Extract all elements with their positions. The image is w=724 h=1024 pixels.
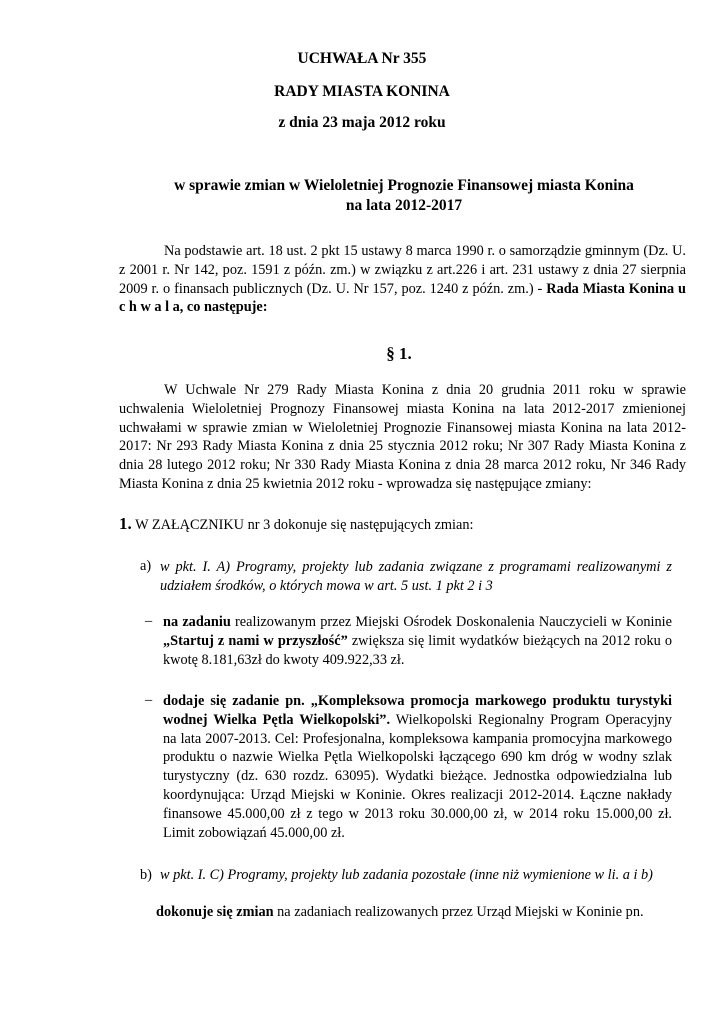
section-paragraph xyxy=(119,381,686,494)
bullet-1-text-1: realizowanym przez Miejski Ośrodek Doskonalenia Nauczycieli w Koninie xyxy=(230,614,672,630)
subject-line-1: w sprawie zmian w Wieloletniej Prognozie Finansowej miasta Konina xyxy=(174,177,634,194)
item-b-text: w pkt. I. C) Programy, projekty lub zadania pozostałe (inne niż wymienione w li. a i b) xyxy=(160,867,653,883)
section-text: W Uchwale Nr 279 Rady Miasta Konina z dnia 20 grudnia 2011 roku w sprawie uchwalenia Wieloletniej Prognozy Finansowej miasta Konina na lata 2012-2017 zmienionej uchwałami w sprawie zmian w Wieloletniej Prognozie Finansowej miasta Konina na lata 2012-2017: Nr 293 Rady Miasta Konina z dnia 25 stycznia 2012 roku; Nr 307 Rady Miasta Konina z dnia 28 lutego 2012 roku; Nr 330 Rady Miasta Konina z dnia 28 marca 2012 roku, Nr 346 Rady Miasta Konina z dnia 25 kwietnia 2012 roku - wprowadza się następujące zmiany: xyxy=(119,382,686,492)
closing-line xyxy=(156,904,644,921)
bullet-1-bold-1: na zadaniu xyxy=(163,614,231,630)
bullet-1-bold-2: „Startuj z nami w przyszłość” xyxy=(163,632,348,649)
preamble xyxy=(119,242,686,317)
point-1-text: W ZAŁĄCZNIKU nr 3 dokonuje się następujących zmian: xyxy=(135,517,474,533)
issuing-body: RADY MIASTA KONINA xyxy=(274,83,450,100)
item-b-label: b) xyxy=(140,867,152,883)
bullet-1-text-2: zwiększa się limit wydatków bieżących na 2012 roku o kwotę 8.181,63zł do kwoty 409.922,33 zł. xyxy=(163,632,672,668)
resolution-date: z dnia 23 maja 2012 roku xyxy=(278,114,446,131)
resolution-title: UCHWAŁA Nr 355 xyxy=(297,50,427,67)
preamble-bold-tail: Rada Miasta Konina u c h w a l a, co następuje: xyxy=(119,280,686,316)
subject xyxy=(120,176,688,216)
subject-line-2: na lata 2012-2017 xyxy=(345,197,463,214)
bullet-1 xyxy=(163,613,672,669)
bullet-2-dash: – xyxy=(145,692,153,708)
preamble-text: Na podstawie art. 18 ust. 2 pkt 15 ustawy 8 marca 1990 r. o samorządzie gminnym (Dz. U. z 2001 r. Nr 142, poz. 1591 z późn. zm.) w związku z art.226 i art. 231 ustawy z dnia 27 sierpnia 2009 r. o finansach publicznych (Dz. U. Nr 157, poz. 1240 z późn. zm.) - xyxy=(119,243,686,297)
closing-bold: dokonuje się zmian xyxy=(156,904,274,920)
item-a-label: a) xyxy=(140,558,152,574)
bullet-2 xyxy=(163,692,672,842)
bullet-2-text: Wielkopolski Regionalny Program Operacyjny na lata 2007-2013. Cel: Profesjonalna, kompleksowa kampania promocyjna markowego produktu o nazwie Wielka Pętla Wielkopolski łączącego 690 km dróg w wodny szlak turystyczny (dz. 630 rozdz. 63095). Wydatki bieżące. Jednostka odpowiedzialna lub koordynująca: Urząd Miejski w Koninie. Okres realizacji 2012-2014. Łączne nakłady finansowe 45.000,00 zł z tego w 2013 roku 30.000,00 zł, w 2014 roku 15.000,00 zł. Limit zobowiązań 45.000,00 zł. xyxy=(163,711,672,841)
section-mark: § 1. xyxy=(386,344,412,363)
closing-text: na zadaniach realizowanych przez Urząd Miejski w Koninie pn. xyxy=(273,904,644,920)
point-1-number: 1. xyxy=(119,514,132,533)
bullet-2-bold: dodaje się zadanie pn. „Kompleksowa promocja markowego produktu turystyki wodnej Wielka Pętla Wielkopolski”. xyxy=(163,693,672,728)
point-1 xyxy=(119,514,473,534)
bullet-1-dash: – xyxy=(145,613,153,629)
item-a-text: w pkt. I. A) Programy, projekty lub zadania związane z programami realizowanymi z udziałem środków, o których mowa w art. 5 ust. 1 pkt 2 i 3 xyxy=(160,559,672,594)
